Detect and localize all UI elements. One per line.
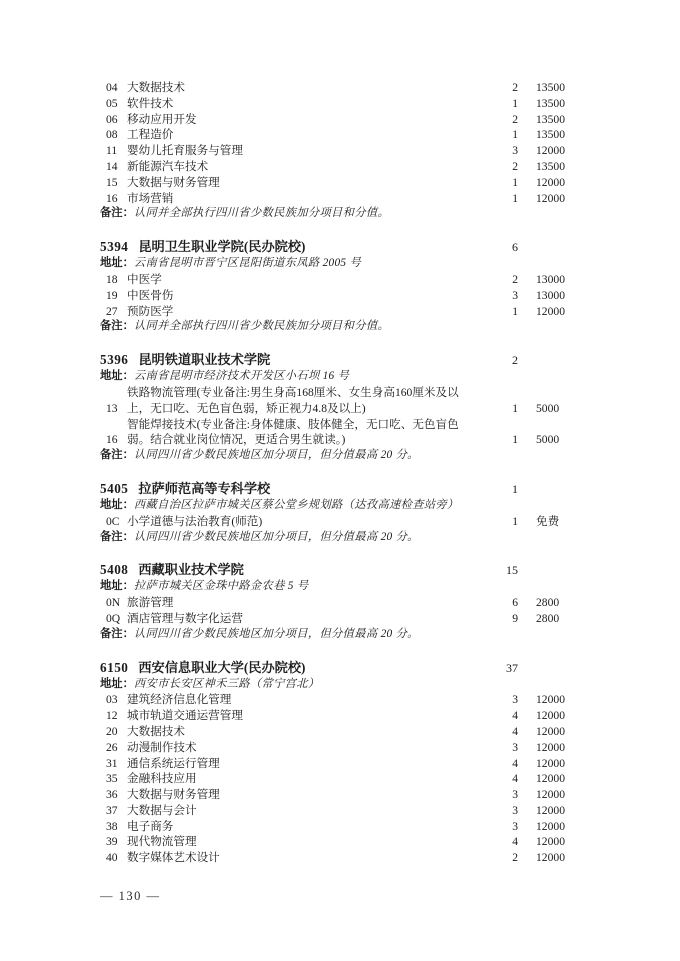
- program-fee: 免费: [536, 514, 560, 528]
- institution-plan-count: 2: [512, 353, 518, 368]
- institution-header: [100, 561, 572, 579]
- program-code: 18: [106, 272, 118, 286]
- program-row: [100, 159, 572, 175]
- program-plan-count: 6: [512, 596, 518, 610]
- program-code: 35: [106, 772, 118, 786]
- program-name: 预防医学: [127, 304, 174, 318]
- program-row: [100, 756, 572, 772]
- program-fee: 13500: [536, 112, 565, 126]
- program-name: 大数据技术: [127, 724, 185, 738]
- program-plan-count: 1: [512, 401, 518, 415]
- program-code: 0N: [106, 596, 121, 610]
- program-code: 05: [106, 96, 118, 110]
- program-code: 08: [106, 128, 118, 142]
- institution-code: 5396: [100, 352, 129, 368]
- address-label: 地址：: [100, 257, 134, 270]
- institution-plan-count: 37: [506, 660, 518, 675]
- program-fee: 12000: [536, 772, 565, 786]
- program-code: 36: [106, 788, 118, 802]
- address-text: 云南省昆明市晋宁区昆阳街道东凤路 2005 号: [133, 257, 362, 270]
- program-fee: 12000: [536, 724, 565, 738]
- program-name: 移动应用开发: [127, 112, 197, 126]
- remark-row: [100, 530, 572, 546]
- admission-list: [100, 80, 572, 866]
- program-plan-count: 1: [512, 304, 518, 318]
- program-code: 11: [106, 144, 118, 158]
- institution-plan-count: 1: [512, 481, 518, 496]
- program-plan-count: 4: [512, 724, 518, 738]
- address-row: [100, 579, 572, 595]
- institution-plan-count: 15: [506, 563, 518, 578]
- address-row: [100, 256, 572, 272]
- program-code: 14: [106, 159, 118, 173]
- program-name: 工程造价: [127, 128, 174, 142]
- program-code: 20: [106, 724, 118, 738]
- remark-label: 备注：: [100, 627, 134, 640]
- program-fee: 12000: [536, 175, 565, 189]
- program-row: [100, 771, 572, 787]
- institution-code: 5405: [100, 480, 129, 496]
- program-code: 0Q: [106, 611, 121, 625]
- program-fee: 12000: [536, 304, 565, 318]
- program-fee: 12000: [536, 756, 565, 770]
- program-row: [100, 834, 572, 850]
- program-row: [100, 288, 572, 304]
- program-plan-count: 1: [512, 175, 518, 189]
- program-list: [100, 385, 572, 448]
- program-fee: 12000: [536, 835, 565, 849]
- address-text: 拉萨市城关区金珠中路金农巷 5 号: [133, 580, 309, 593]
- program-fee: 12000: [536, 851, 565, 865]
- institution-section: [100, 351, 572, 464]
- program-row: [100, 724, 572, 740]
- remark-row: [100, 448, 572, 464]
- program-fee: 12000: [536, 819, 565, 833]
- institution-name: 西藏职业技术学院: [138, 562, 244, 578]
- program-row: [100, 595, 572, 611]
- remark-label: 备注：: [100, 320, 134, 333]
- program-name: 中医骨伤: [127, 288, 174, 302]
- remark-row: [100, 206, 572, 222]
- program-plan-count: 1: [512, 191, 518, 205]
- program-code: 40: [106, 851, 118, 865]
- remark-text: 认同并全部执行四川省少数民族加分项目和分值。: [133, 207, 390, 220]
- program-plan-count: 1: [512, 433, 518, 447]
- program-list: [100, 595, 572, 627]
- page-number: — 130 —: [100, 889, 161, 903]
- institution-code: 6150: [100, 659, 129, 675]
- institution-name: 拉萨师范高等专科学校: [138, 480, 271, 496]
- program-code: 12: [106, 709, 118, 723]
- program-name: 金融科技应用: [127, 772, 197, 786]
- program-plan-count: 2: [512, 851, 518, 865]
- program-code: 0C: [106, 514, 120, 528]
- program-fee: 2800: [536, 611, 560, 625]
- program-list: [100, 80, 572, 206]
- program-plan-count: 4: [512, 835, 518, 849]
- program-name: 中医学: [127, 272, 162, 286]
- program-fee: 12000: [536, 740, 565, 754]
- program-code: 15: [106, 175, 118, 189]
- program-code: 31: [106, 756, 118, 770]
- program-plan-count: 2: [512, 81, 518, 94]
- remark-text: 认同四川省少数民族地区加分项目，但分值最高 20 分。: [133, 530, 419, 543]
- program-plan-count: 1: [512, 128, 518, 142]
- institution-header: [100, 480, 572, 498]
- program-fee: 13500: [536, 159, 565, 173]
- program-row: [100, 692, 572, 708]
- program-fee: 13500: [536, 96, 565, 110]
- program-code: 06: [106, 112, 118, 126]
- program-fee: 12000: [536, 191, 565, 205]
- institution-header: [100, 659, 572, 677]
- program-plan-count: 4: [512, 772, 518, 786]
- program-fee: 12000: [536, 709, 565, 723]
- address-row: [100, 498, 572, 514]
- program-code: 16: [106, 191, 118, 205]
- program-name: 小学道德与法治教育(师范): [127, 514, 263, 528]
- program-name: 数字媒体艺术设计: [127, 851, 220, 865]
- program-row: [100, 611, 572, 627]
- program-plan-count: 3: [512, 288, 518, 302]
- address-text: 西藏自治区拉萨市城关区蔡公堂乡规划路（达孜高速检查站旁）: [133, 498, 459, 511]
- program-code: 03: [106, 693, 118, 707]
- program-row: [100, 708, 572, 724]
- address-row: [100, 369, 572, 385]
- address-label: 地址：: [100, 498, 134, 511]
- program-fee: 5000: [536, 401, 560, 415]
- program-plan-count: 4: [512, 756, 518, 770]
- program-plan-count: 2: [512, 112, 518, 126]
- program-plan-count: 3: [512, 819, 518, 833]
- remark-text: 认同四川省少数民族地区加分项目，但分值最高 20 分。: [133, 627, 419, 640]
- program-fee: 5000: [536, 433, 560, 447]
- institution-section: [100, 80, 572, 222]
- program-row: [100, 127, 572, 143]
- remark-text: 认同并全部执行四川省少数民族加分项目和分值。: [133, 320, 390, 333]
- program-row: [100, 803, 572, 819]
- program-name: 建筑经济信息化管理: [127, 693, 232, 707]
- program-code: 38: [106, 819, 118, 833]
- institution-header: [100, 351, 572, 369]
- institution-name: 昆明铁道职业技术学院: [138, 352, 271, 368]
- remark-text: 认同四川省少数民族地区加分项目，但分值最高 20 分。: [133, 449, 419, 462]
- program-row: [100, 143, 572, 159]
- institution-section: [100, 659, 572, 867]
- address-text: 云南省昆明市经济技术开发区小石坝 16 号: [133, 370, 350, 383]
- program-fee: 13500: [536, 128, 565, 142]
- institution-name: 西安信息职业大学(民办院校): [138, 659, 306, 675]
- remark-label: 备注：: [100, 449, 134, 462]
- address-row: [100, 677, 572, 693]
- program-plan-count: 9: [512, 611, 518, 625]
- institution-code: 5408: [100, 562, 129, 578]
- program-fee: 13000: [536, 272, 565, 286]
- program-name: 大数据与财务管理: [127, 788, 220, 802]
- program-plan-count: 3: [512, 788, 518, 802]
- program-list: [100, 272, 572, 319]
- institution-header: [100, 238, 572, 256]
- program-plan-count: 2: [512, 272, 518, 286]
- program-name: 电子商务: [127, 819, 174, 833]
- program-name: 大数据技术: [127, 81, 185, 94]
- remark-row: [100, 319, 572, 335]
- program-name: 城市轨道交通运营管理: [127, 709, 243, 723]
- program-plan-count: 1: [512, 514, 518, 528]
- program-name: 通信系统运行管理: [127, 756, 220, 770]
- program-row: [100, 850, 572, 866]
- remark-label: 备注：: [100, 207, 134, 220]
- program-row: [100, 272, 572, 288]
- program-name: 大数据与财务管理: [127, 175, 220, 189]
- program-code: 37: [106, 803, 118, 817]
- institution-name: 昆明卫生职业学院(民办院校): [138, 239, 306, 255]
- program-row: [100, 80, 572, 96]
- program-fee: 12000: [536, 144, 565, 158]
- program-name: 动漫制作技术: [127, 740, 197, 754]
- program-code: 19: [106, 288, 118, 302]
- program-row: [100, 819, 572, 835]
- program-name: 软件技术: [127, 96, 174, 110]
- program-fee: 13000: [536, 288, 565, 302]
- program-name: 新能源汽车技术: [127, 159, 209, 173]
- program-row: [100, 787, 572, 803]
- program-row: [100, 514, 572, 530]
- institution-section: [100, 561, 572, 642]
- address-label: 地址：: [100, 580, 134, 593]
- address-text: 西安市长安区神禾三路（常宁宫北）: [133, 677, 320, 690]
- institution-code: 5394: [100, 239, 129, 255]
- program-code: 04: [106, 81, 118, 94]
- address-label: 地址：: [100, 677, 134, 690]
- program-row: [100, 112, 572, 128]
- program-code: 27: [106, 304, 118, 318]
- program-name: 市场营销: [127, 191, 174, 205]
- program-row: [100, 304, 572, 320]
- institution-plan-count: 6: [512, 240, 518, 255]
- program-row: [100, 740, 572, 756]
- program-fee: 12000: [536, 788, 565, 802]
- institution-section: [100, 238, 572, 335]
- program-fee: 12000: [536, 693, 565, 707]
- program-code: 16: [106, 433, 118, 447]
- program-plan-count: 3: [512, 144, 518, 158]
- program-name: 旅游管理: [127, 596, 174, 610]
- program-plan-count: 4: [512, 709, 518, 723]
- program-code: 13: [106, 401, 118, 415]
- program-plan-count: 1: [512, 96, 518, 110]
- institution-section: [100, 480, 572, 545]
- program-plan-count: 2: [512, 159, 518, 173]
- program-plan-count: 3: [512, 803, 518, 817]
- page-footer: [100, 889, 161, 904]
- program-name: 现代物流管理: [127, 835, 197, 849]
- program-row: [100, 385, 572, 417]
- remark-row: [100, 627, 572, 643]
- program-row: [100, 96, 572, 112]
- program-list: [100, 514, 572, 530]
- program-code: 39: [106, 835, 118, 849]
- program-row: [100, 175, 572, 191]
- program-name: 婴幼儿托育服务与管理: [127, 144, 243, 158]
- address-label: 地址：: [100, 370, 134, 383]
- program-name: 大数据与会计: [127, 803, 197, 817]
- remark-label: 备注：: [100, 530, 134, 543]
- program-fee: 12000: [536, 803, 565, 817]
- program-fee: 2800: [536, 596, 560, 610]
- program-row: [100, 417, 572, 449]
- program-row: [100, 191, 572, 207]
- program-name: 铁路物流管理(专业备注:男生身高168厘米、女生身高160厘米及以上，无口吃、无色盲色弱，矫正视力4.8及以上): [127, 385, 459, 415]
- program-fee: 13500: [536, 81, 565, 94]
- program-name: 酒店管理与数字化运营: [127, 611, 243, 625]
- program-plan-count: 3: [512, 693, 518, 707]
- program-code: 26: [106, 740, 118, 754]
- program-list: [100, 692, 572, 866]
- program-name: 智能焊接技术(专业备注:身体健康、肢体健全，无口吃、无色盲色弱。结合就业岗位情况，更适合男生就读。): [127, 417, 459, 447]
- program-plan-count: 3: [512, 740, 518, 754]
